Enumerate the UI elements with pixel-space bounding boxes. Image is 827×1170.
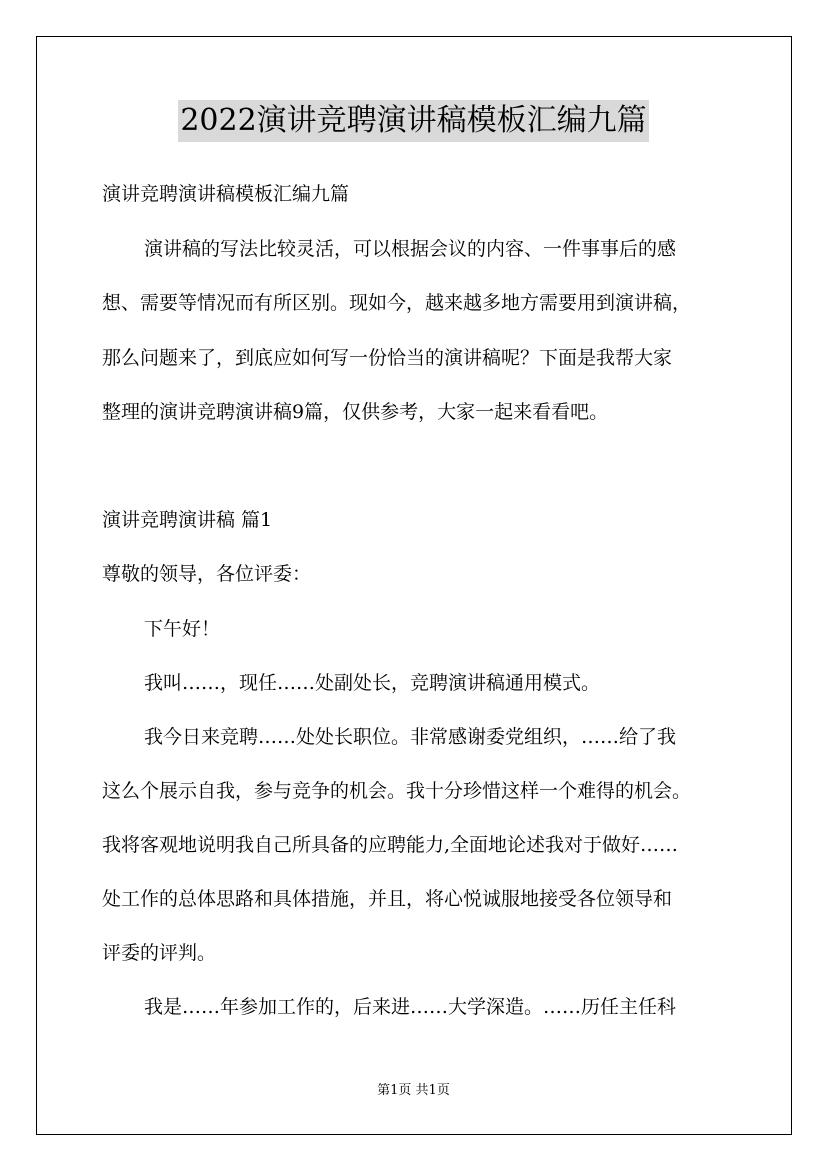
salutation-line: 尊敬的领导，各位评委： — [102, 563, 312, 585]
paragraph-line: 整理的演讲竞聘演讲稿9篇，仅供参考，大家一起来看看吧。 — [102, 401, 609, 423]
paragraph-line: 我是……年参加工作的，后来进……大学深造。……历任主任科 — [144, 996, 677, 1018]
subtitle-line: 演讲竞聘演讲稿模板汇编九篇 — [102, 183, 350, 205]
paragraph-line: 处工作的总体思路和具体措施，并且，将心悦诚服地接受各位领导和 — [102, 888, 673, 910]
paragraph-line: 我将客观地说明我自己所具备的应聘能力,全面地论述我对于做好…… — [102, 834, 679, 856]
paragraph-line: 这么个展示自我，参与竞争的机会。我十分珍惜这样一个难得的机会。 — [102, 780, 692, 802]
paragraph-line: 那么问题来了，到底应如何写一份恰当的演讲稿呢？下面是我帮大家 — [102, 347, 673, 369]
section-heading: 演讲竞聘演讲稿 篇1 — [102, 509, 273, 531]
greeting-line: 下午好！ — [144, 618, 221, 640]
paragraph-line: 我叫……，现任……处副处长，竞聘演讲稿通用模式。 — [144, 672, 601, 694]
paragraph-line: 评委的评判。 — [102, 942, 217, 964]
page-number-footer: 第1页 共1页 — [377, 1083, 450, 1098]
paragraph-line: 想、需要等情况而有所区别。现如今，越来越多地方需要用到演讲稿， — [102, 292, 692, 314]
paragraph-line: 演讲稿的写法比较灵活，可以根据会议的内容、一件事事后的感 — [144, 238, 677, 260]
title-container — [0, 100, 827, 142]
document-title: 2022演讲竞聘演讲稿模板汇编九篇 — [178, 100, 648, 142]
paragraph-line: 我今日来竞聘……处处长职位。非常感谢委党组织，……给了我 — [144, 726, 677, 748]
